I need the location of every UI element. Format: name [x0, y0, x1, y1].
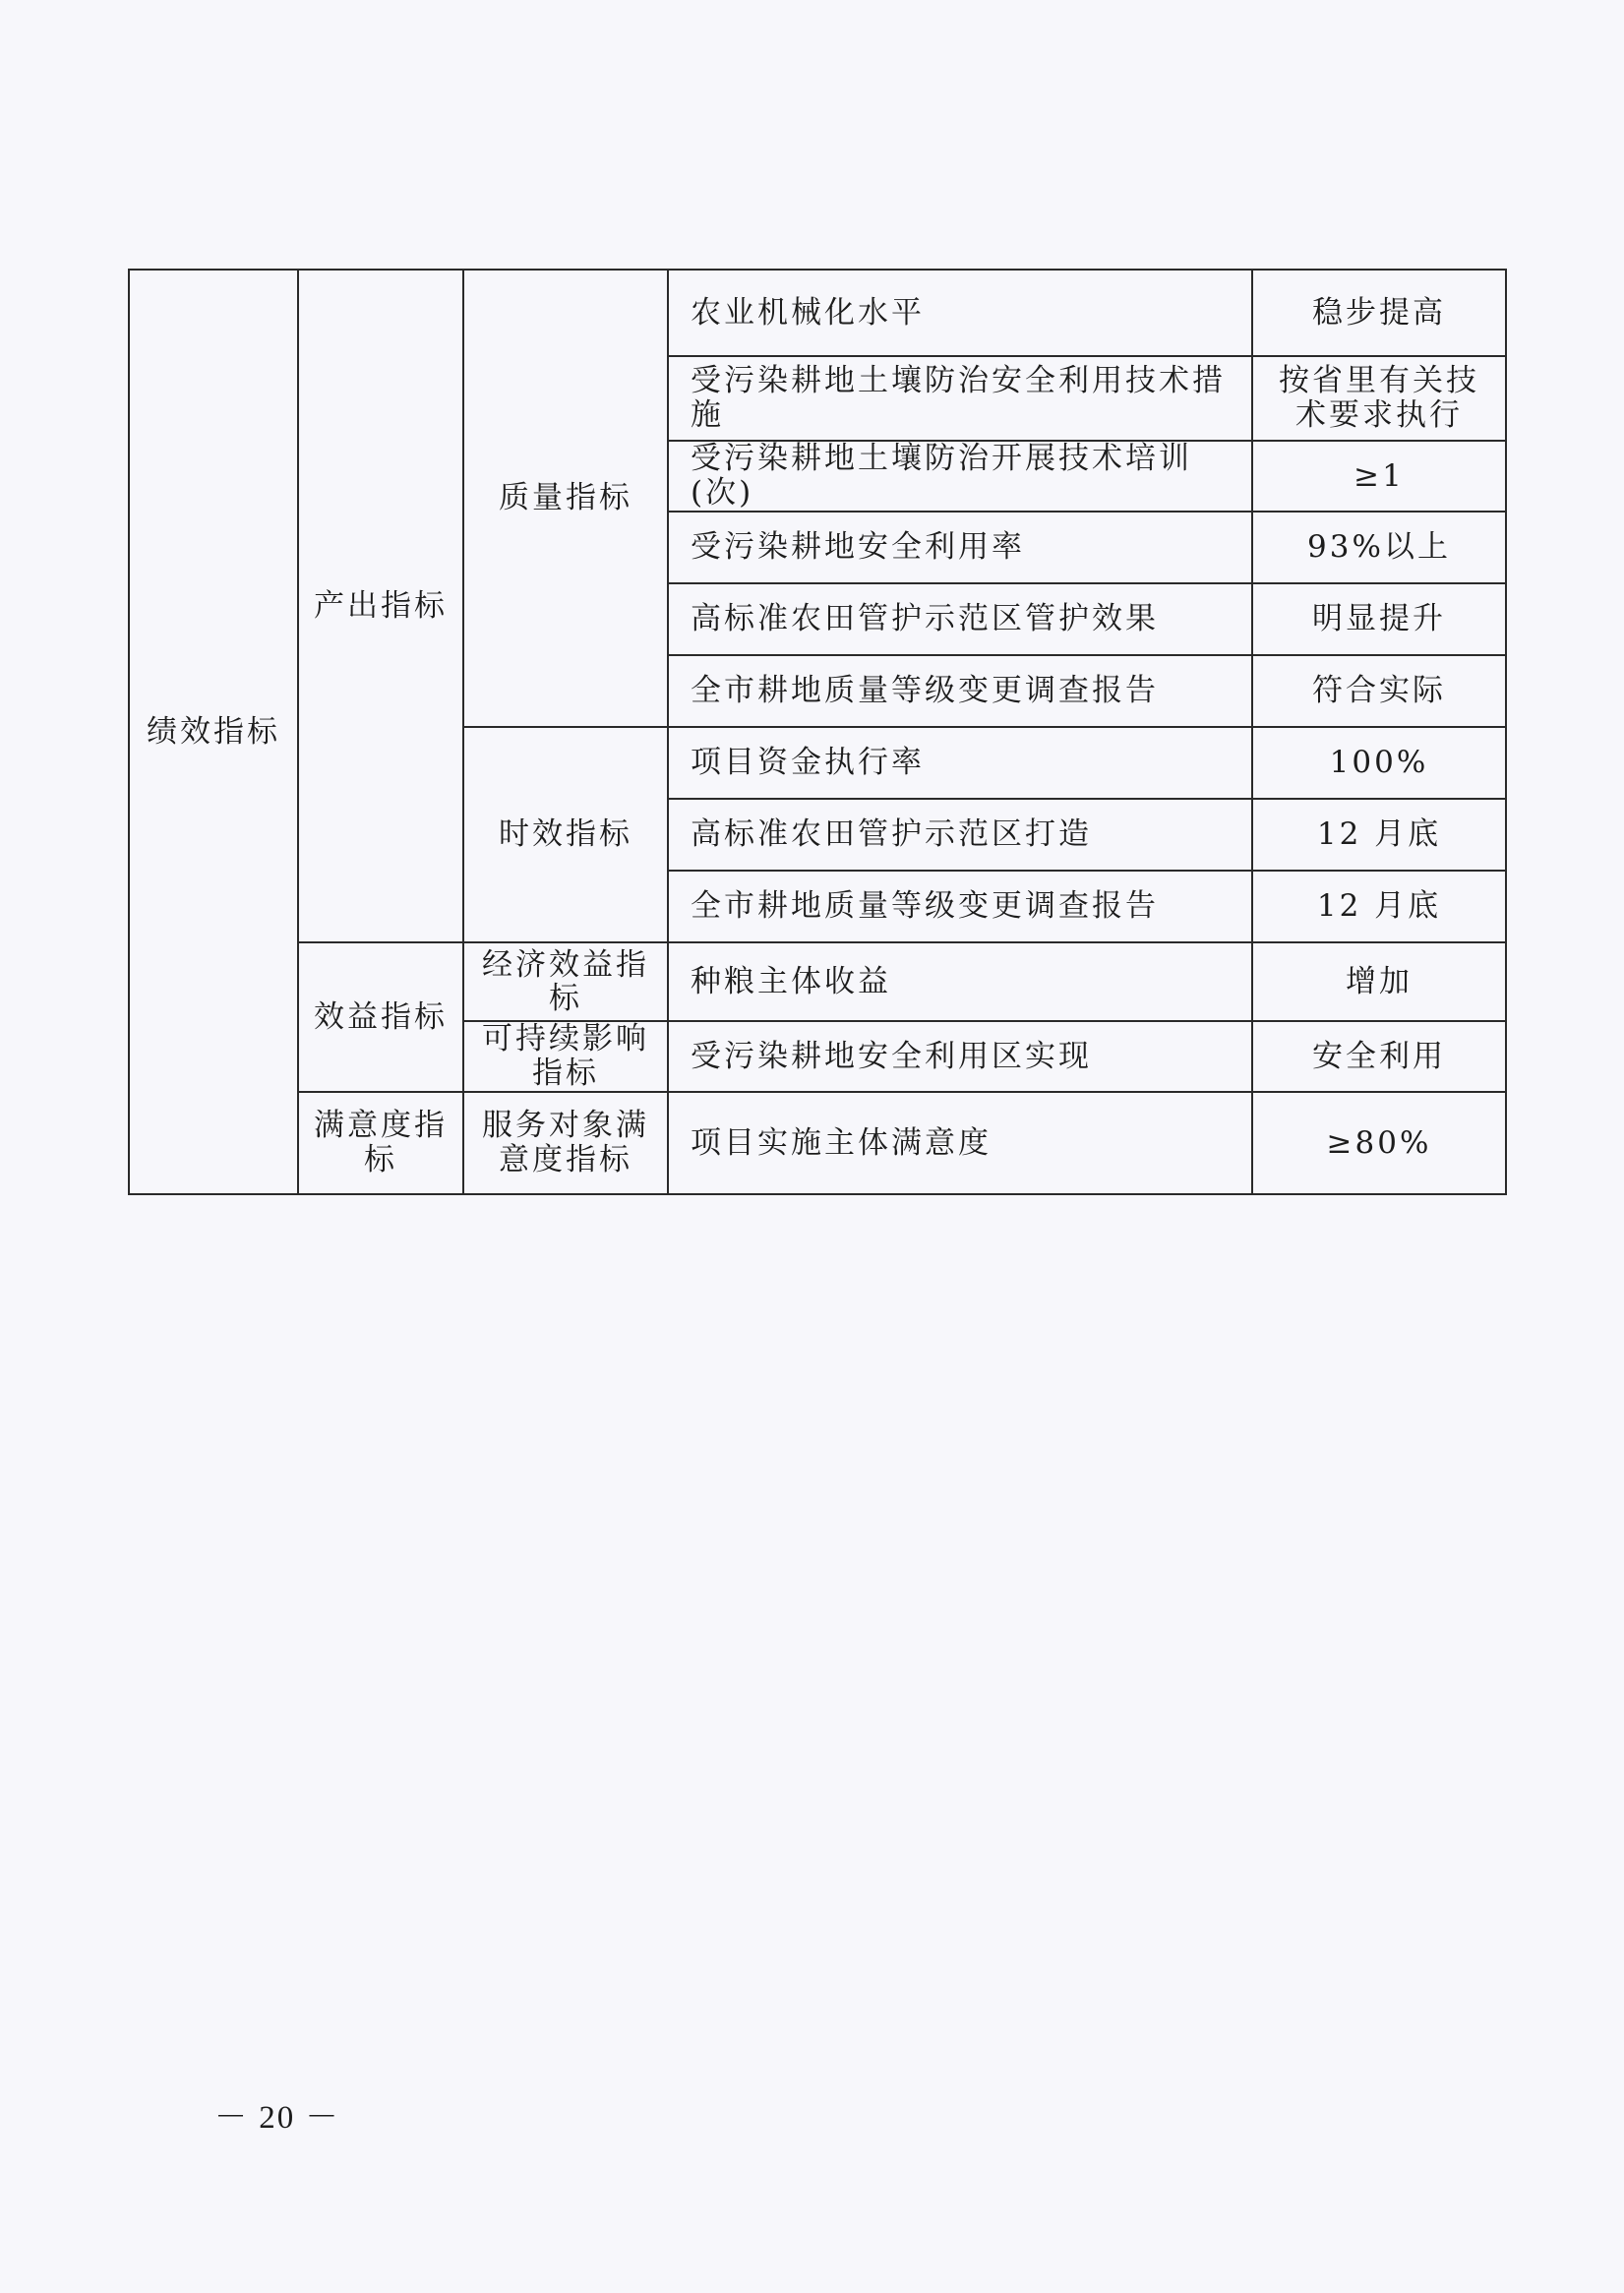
level2-output-indicator: 产出指标: [298, 270, 463, 942]
indicator-item: 农业机械化水平: [668, 270, 1252, 356]
level2-satisfaction-indicator: 满意度指标: [298, 1092, 463, 1194]
table-row: [129, 942, 1506, 1021]
indicator-item: 种粮主体收益: [668, 942, 1252, 1021]
indicator-item: 项目实施主体满意度: [668, 1092, 1252, 1194]
level3-sustainable-impact: 可持续影响指标: [463, 1021, 668, 1091]
indicator-value: 符合实际: [1252, 655, 1506, 727]
table-row: [129, 1092, 1506, 1194]
indicator-value: 12 月底: [1252, 799, 1506, 871]
level2-benefit-indicator: 效益指标: [298, 942, 463, 1092]
indicator-item: 全市耕地质量等级变更调查报告: [668, 871, 1252, 942]
indicator-value: ≥80%: [1252, 1092, 1506, 1194]
page-number: － 20 －: [214, 2100, 340, 2136]
indicator-value: 安全利用: [1252, 1021, 1506, 1091]
indicator-item: 高标准农田管护示范区打造: [668, 799, 1252, 871]
indicator-value: 明显提升: [1252, 583, 1506, 655]
level1-performance-indicator: 绩效指标: [129, 270, 298, 1194]
indicator-value: 93%以上: [1252, 512, 1506, 583]
indicator-value: ≥1: [1252, 441, 1506, 512]
level3-economic-benefit: 经济效益指标: [463, 942, 668, 1021]
indicator-value: 按省里有关技术要求执行: [1252, 356, 1506, 441]
indicator-item: 全市耕地质量等级变更调查报告: [668, 655, 1252, 727]
indicator-item: 受污染耕地安全利用区实现: [668, 1021, 1252, 1091]
indicator-value: 100%: [1252, 727, 1506, 799]
indicator-value: 12 月底: [1252, 871, 1506, 942]
indicator-value: 增加: [1252, 942, 1506, 1021]
indicator-item: 受污染耕地土壤防治安全利用技术措施: [668, 356, 1252, 441]
level3-quality-indicator: 质量指标: [463, 270, 668, 727]
table-row: [129, 270, 1506, 356]
indicator-value: 稳步提高: [1252, 270, 1506, 356]
indicator-item: 受污染耕地安全利用率: [668, 512, 1252, 583]
level3-service-satisfaction: 服务对象满意度指标: [463, 1092, 668, 1194]
indicator-item: 项目资金执行率: [668, 727, 1252, 799]
indicator-item: 高标准农田管护示范区管护效果: [668, 583, 1252, 655]
indicator-item: 受污染耕地土壤防治开展技术培训(次): [668, 441, 1252, 512]
level3-timeliness-indicator: 时效指标: [463, 727, 668, 942]
performance-indicator-table: [128, 269, 1507, 1195]
